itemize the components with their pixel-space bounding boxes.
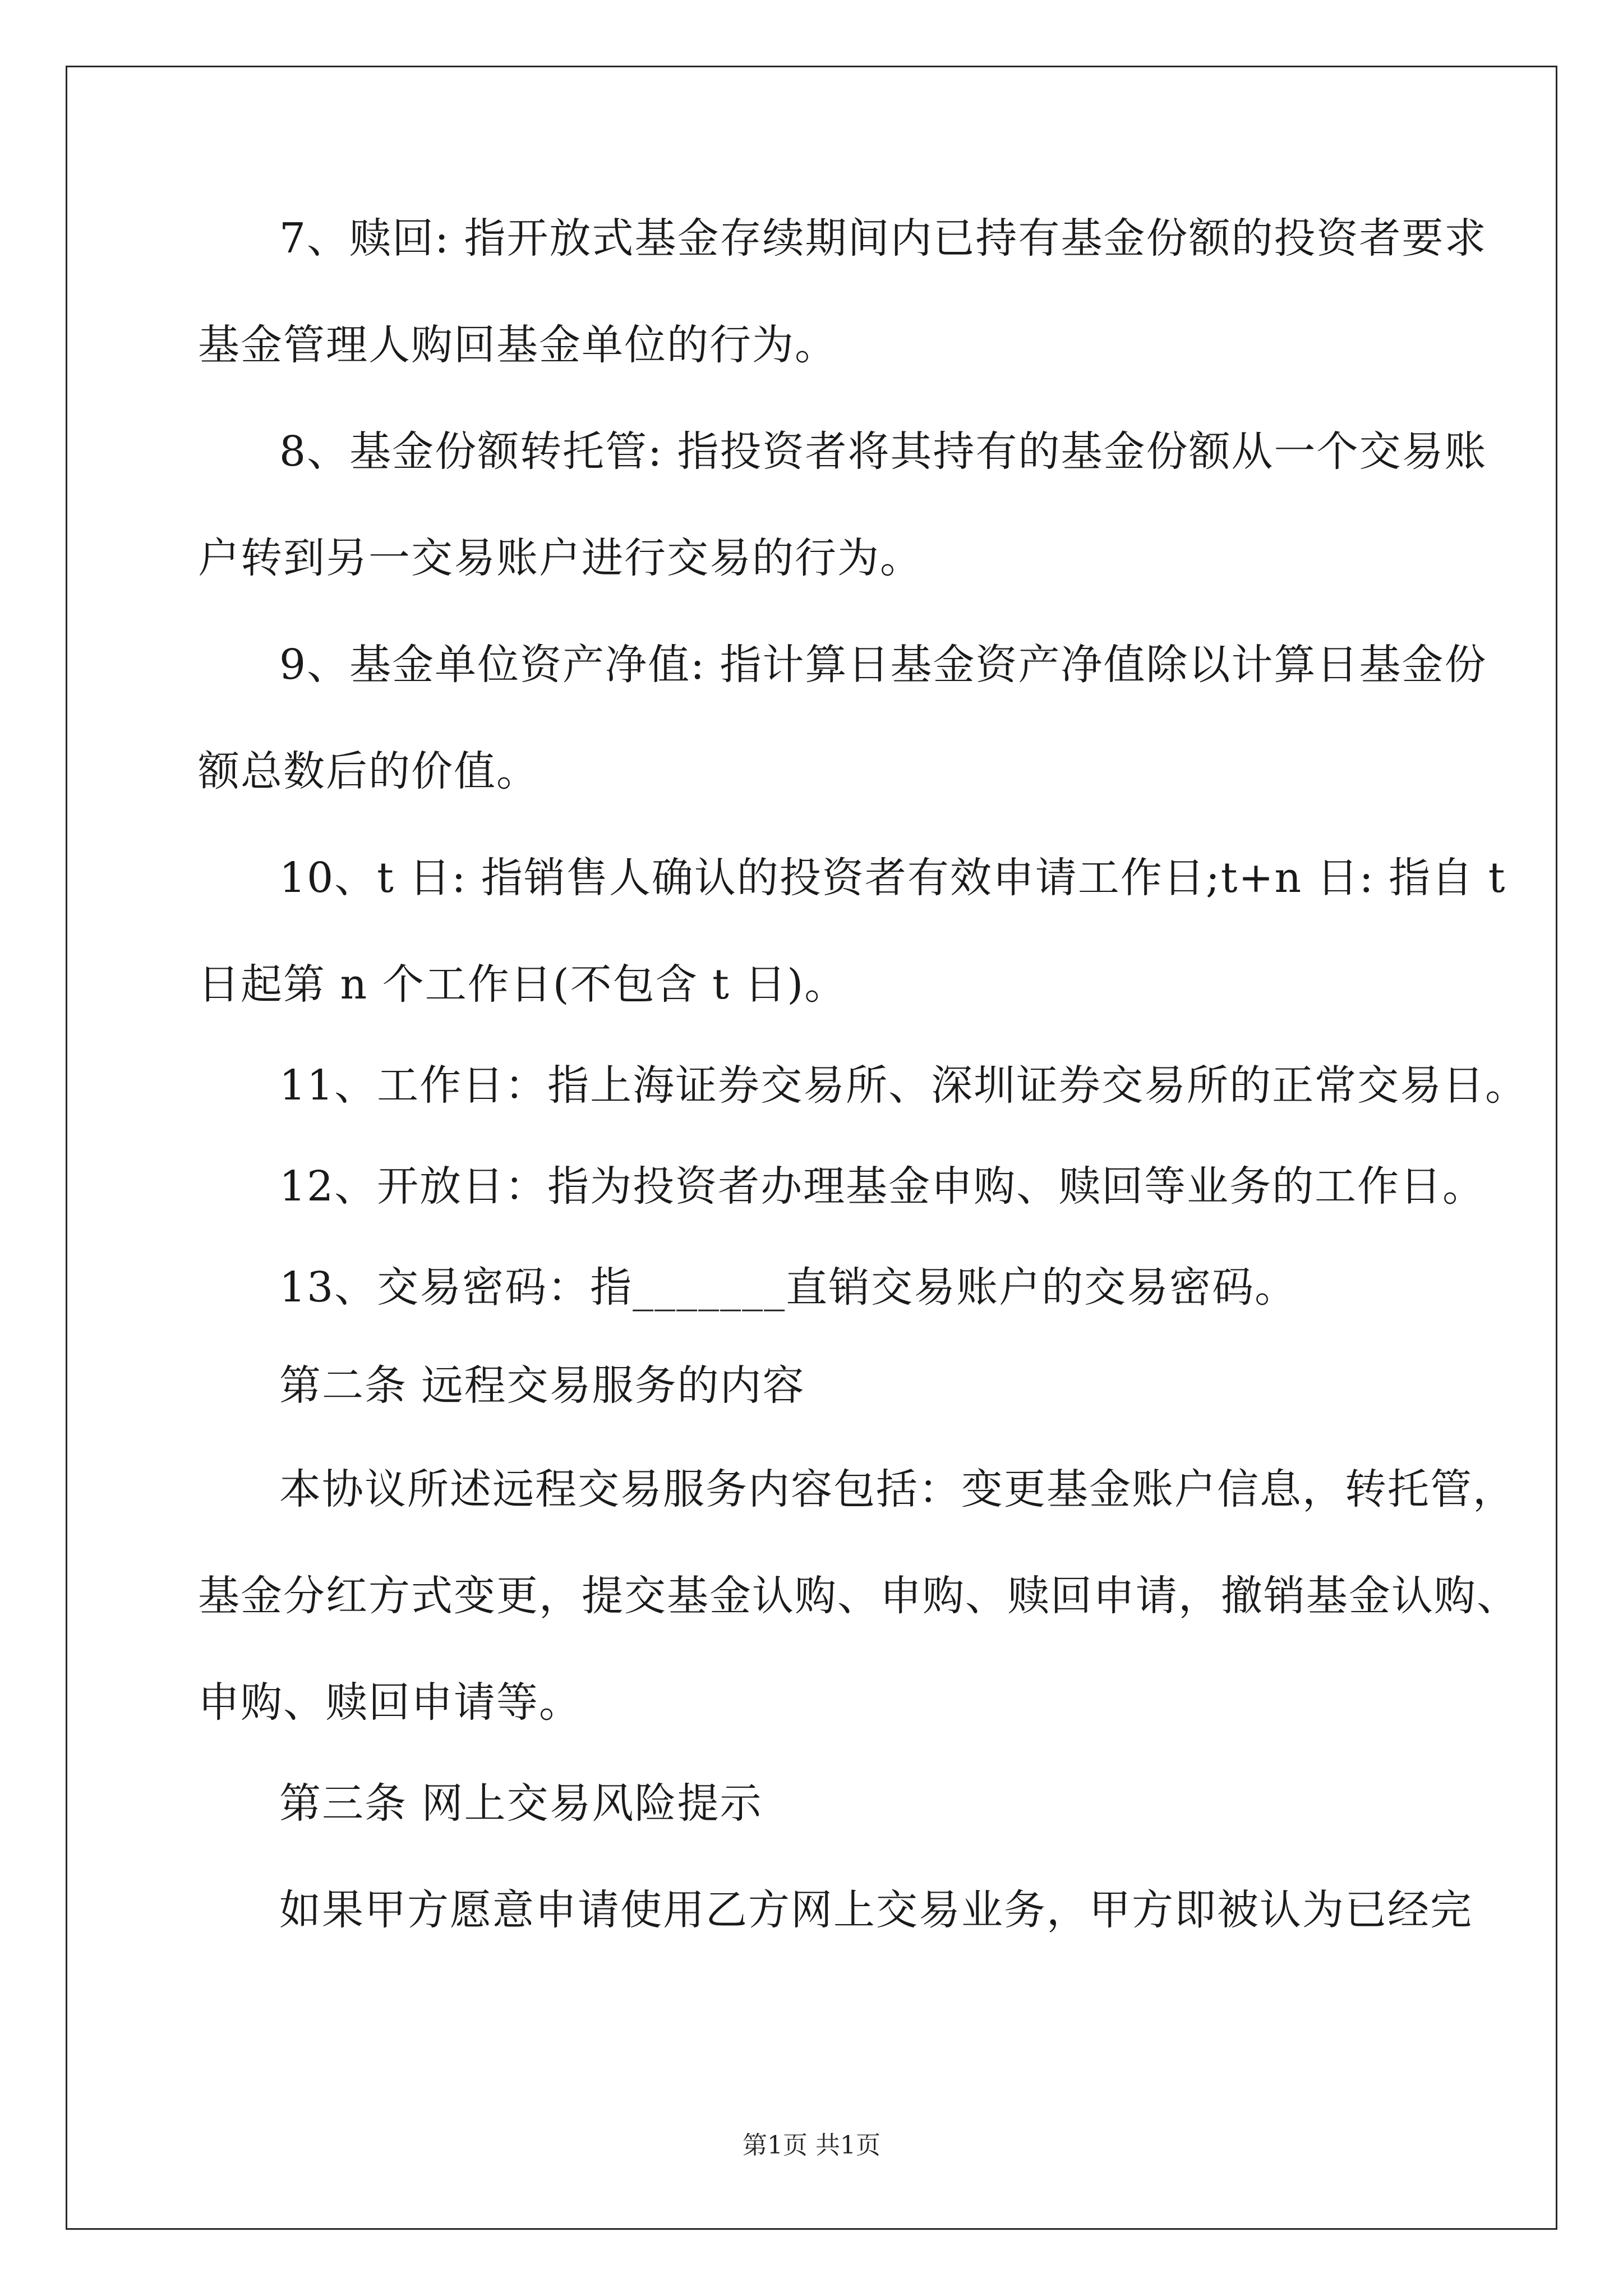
paragraph-line: 9、基金单位资产净值: 指计算日基金资产净值除以计算日基金份 (279, 641, 1487, 689)
paragraph-line: 日起第 n 个工作日(不包含 t 日)。 (198, 960, 847, 1009)
paragraph-line: 10、t 日: 指销售人确认的投资者有效申请工作日;t+n 日: 指自 t (279, 854, 1506, 902)
paragraph-line: 基金管理人购回基金单位的行为。 (198, 321, 837, 369)
section-heading: 第二条 远程交易服务的内容 (279, 1361, 805, 1410)
paragraph-line: 11、工作日：指上海证券交易所、深圳证券交易所的正常交易日。 (279, 1061, 1528, 1110)
paragraph-line: 12、开放日：指为投资者办理基金申购、赎回等业务的工作日。 (279, 1162, 1486, 1211)
paragraph-line: 如果甲方愿意申请使用乙方网上交易业务，甲方即被认为已经完 (279, 1886, 1473, 1934)
page-footer: 第1页 共1页 (743, 2131, 880, 2160)
paragraph-line: 额总数后的价值。 (198, 747, 539, 795)
paragraph-line: 基金分红方式变更，提交基金认购、申购、赎回申请，撤销基金认购、 (198, 1572, 1519, 1620)
paragraph-line: 申购、赎回申请等。 (198, 1678, 582, 1727)
paragraph-line: 7、赎回: 指开放式基金存续期间内已持有基金份额的投资者要求 (279, 214, 1487, 263)
paragraph-line: 8、基金份额转托管: 指投资者将其持有的基金份额从一个交易账 (279, 427, 1487, 476)
paragraph-line: 本协议所述远程交易服务内容包括：变更基金账户信息，转托管， (279, 1465, 1515, 1513)
section-heading: 第三条 网上交易风险提示 (279, 1779, 763, 1828)
paragraph-line: 户转到另一交易账户进行交易的行为。 (198, 534, 923, 582)
paragraph-line: 13、交易密码：指_______直销交易账户的交易密码。 (279, 1263, 1298, 1312)
